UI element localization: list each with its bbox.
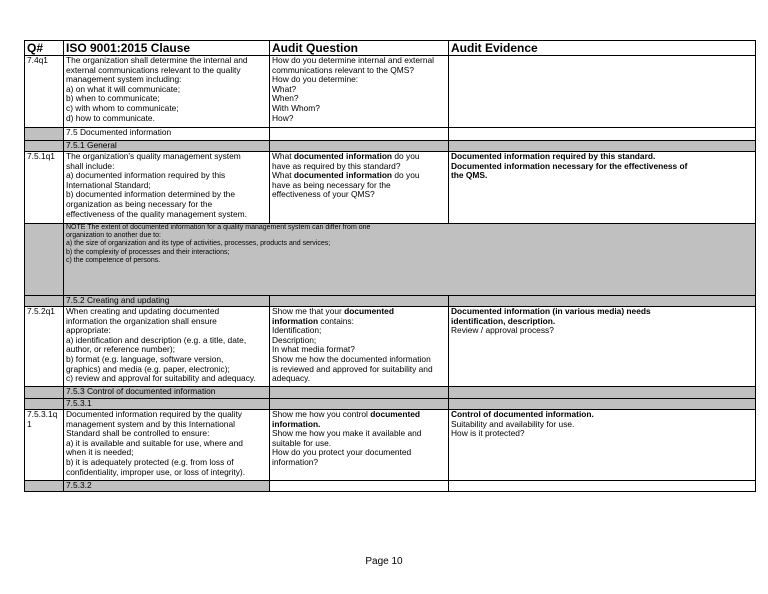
text-line: In what media format? [272,344,355,355]
section-title: 7.5 Documented information [64,128,270,141]
section-row [25,128,756,141]
bold-text-line: the QMS. [451,170,488,181]
header-row [25,41,756,56]
text-line: How do you determine: [272,74,359,85]
clause-text [64,56,270,128]
text-line: appropriate: [66,325,111,336]
question-id: 7.5.1q1 [25,152,64,224]
text-line: What documented information do you [272,151,420,161]
audit-table [24,40,756,492]
evidence-plain-text [451,420,753,439]
text-line: c) review and approval for suitability and adequacy. [66,373,256,384]
text-line: 7.5.3.1q [27,409,58,419]
evidence-plain-text [451,326,753,336]
subsection-row [25,296,756,307]
text-line: a) it is available and suitable for use, where and [66,437,243,448]
question-id [25,410,64,481]
table-row [25,56,756,128]
text-line: Documented information required by the quality [66,409,242,419]
bold-text-line: Control of documented information. [451,409,594,419]
text-line: is reviewed and approved for suitability and [272,363,433,374]
evidence-bold-text [451,307,753,326]
text-line: b) format (e.g. language, software version, [66,353,224,364]
text-line: Show me how the documented information [272,353,431,364]
subsection-row [25,141,756,152]
text-line: information contains: [272,315,354,326]
note-text [64,224,756,296]
text-line: International Standard; [66,179,151,190]
text-line: adequacy. [272,373,311,384]
text-line: b) it is adequately protected (e.g. from loss of [66,456,234,467]
text-line: Description; [272,334,317,345]
question-id: 7.4q1 [25,56,64,128]
header-clause: ISO 9001:2015 Clause [64,41,270,56]
text-line: communications relevant to the QMS? [272,64,414,75]
text-line: management system including: [66,74,182,85]
subsection-title: 7.5.2 Creating and updating [64,296,270,307]
bold-text-line: Documented information necessary for the effectiveness of [451,160,688,171]
audit-question-text [270,410,449,481]
audit-question-text [270,56,449,128]
text-line: a) the size of organization and its type of activities, processes, products and services; [66,240,331,248]
text-line: graphics) and media (e.g. paper, electronic); [66,363,230,374]
text-line: Identification; [272,325,322,336]
clause-text [64,307,270,387]
table-row [25,410,756,481]
text-line: information. [272,418,321,429]
text-line: b) when to communicate; [66,93,160,104]
text-line: when it is needed; [66,447,134,458]
text-line: information? [272,456,319,467]
bold-text-line: Documented information required by this standard. [451,151,656,161]
text-line: a) identification and description (e.g. a title, date, [66,334,247,345]
audit-question-text [270,307,449,387]
text-line: information the organization shall ensure [66,315,217,326]
audit-evidence-text [449,410,756,481]
header-evidence: Audit Evidence [449,41,756,56]
text-line: Suitability and availability for use. [451,418,575,429]
subsection-title: 7.5.1 General [64,141,270,152]
note-row [25,224,756,296]
text-line: Show me that your documented [272,306,394,316]
text-line: external communications relevant to the quality [66,64,241,75]
text-line: What? [272,83,297,94]
header-question: Audit Question [270,41,449,56]
subsection-title: 7.5.3.2 [64,481,270,492]
text-line: a) documented information required by this [66,170,226,181]
subsection-row [25,399,756,410]
text-line: organization to another due to: [66,232,161,240]
bold-text-line: identification, description. [451,315,556,326]
text-line: Show me how you make it available and [272,428,422,439]
text-line: Show me how you control documented [272,409,421,419]
text-line: The organization shall determine the internal and [66,55,248,65]
text-line: c) the competence of persons. [66,256,161,264]
text-line: How do you determine internal and external [272,55,435,65]
text-line: confidentiality, improper use, or loss of integrity). [66,466,246,477]
clause-text [64,410,270,481]
section-row [25,387,756,399]
text-line: suitable for use. [272,437,332,448]
text-line: The organization's quality management system [66,151,241,161]
section-title: 7.5.3 Control of documented information [64,387,270,399]
text-line: have as required by this standard? [272,160,401,171]
audit-evidence-text [449,307,756,387]
text-line: How do you protect your documented [272,447,412,458]
text-line: effectiveness of the quality management system. [66,208,247,219]
text-line: b) documented information determined by the [66,189,235,200]
subsection-row [25,481,756,492]
table-row [25,307,756,387]
text-line: c) with whom to communicate; [66,102,179,113]
audit-evidence-text [449,152,756,224]
text-line: How? [272,112,294,123]
text-line: What documented information do you [272,170,420,181]
text-line: Standard shall be controlled to ensure: [66,428,210,439]
table-row [25,152,756,224]
question-id: 7.5.2q1 [25,307,64,387]
header-q: Q# [25,41,64,56]
text-line: organization as being necessary for the [66,198,213,209]
text-line: b) the complexity of processes and their interactions; [66,248,230,256]
audit-evidence-cell [449,56,756,128]
audit-question-text [270,152,449,224]
text-line: shall include: [66,160,115,171]
text-line: 1 [27,418,32,429]
text-line: d) how to communicate. [66,112,155,123]
text-line: How is it protected? [451,428,525,439]
text-line: Review / approval process? [451,325,554,336]
text-line: author, or reference number); [66,344,175,355]
text-line: effectiveness of your QMS? [272,189,375,200]
page-number: Page 10 [365,556,403,567]
clause-text [64,152,270,224]
text-line: When creating and updating documented [66,306,220,316]
text-line: have as being necessary for the [272,179,391,190]
text-line: NOTE The extent of documented information for a quality management system can differ from one [66,224,371,231]
text-line: a) on what it will communicate; [66,83,181,94]
subsection-title: 7.5.3.1 [64,399,270,410]
text-line: With Whom? [272,102,320,113]
text-line: management system and by this International [66,418,235,429]
text-line: When? [272,93,299,104]
bold-text-line: Documented information (in various media) needs [451,306,651,316]
